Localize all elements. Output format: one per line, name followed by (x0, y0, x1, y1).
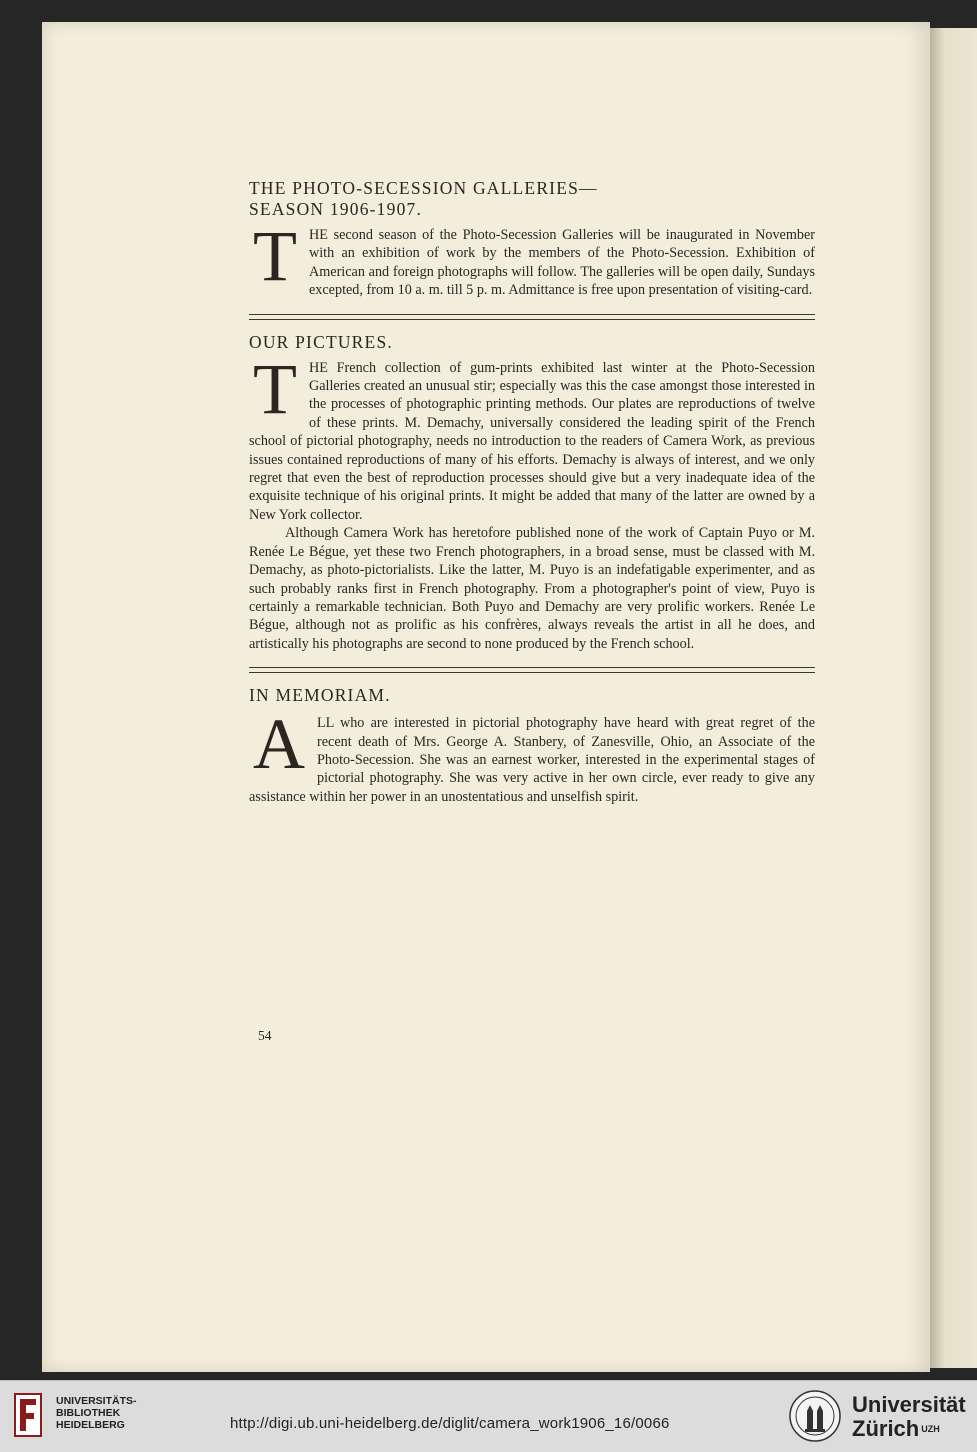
paragraph (249, 216, 815, 300)
university-seal-icon (788, 1389, 842, 1443)
paragraph (249, 704, 815, 806)
heading-line: OUR PICTURES. (249, 331, 393, 352)
paragraph-text: LL who are interested in pictorial photography have heard with great regret of the recent death of Mrs. George A. Stanbery, of Zanesville, Ohio, an Associate of the Photo-Secession. She was an earnest worker, interested in the experimental stages of pictorial photography. She was very active in her own circle, ever ready to give any assistance within her power in an unostentatious and unselfish spirit. (249, 715, 815, 805)
uzh-superscript: UZH (921, 1424, 940, 1434)
library-name-line: HEIDELBERG (56, 1419, 125, 1431)
drop-cap: T (253, 348, 297, 429)
heidelberg-library-logo-icon (14, 1393, 42, 1437)
section-our-pictures (249, 332, 815, 654)
section-heading (249, 685, 815, 706)
permalink-url[interactable]: http://digi.ub.uni-heidelberg.de/diglit/camera_work1906_16/0066 (230, 1415, 670, 1432)
drop-cap: A (253, 704, 305, 785)
page-number: 54 (258, 1028, 272, 1043)
uzh-line2-text: Zürich (852, 1416, 920, 1441)
section-heading (249, 332, 815, 353)
heading-line: IN MEMORIAM. (249, 685, 391, 706)
uzh-line1: Universität (852, 1392, 966, 1417)
library-name-line: BIBLIOTHEK (56, 1407, 121, 1419)
heading-line: SEASON 1906-1907. (249, 199, 423, 219)
library-name (56, 1395, 137, 1431)
uzh-wordmark (852, 1393, 966, 1441)
paragraph-text: HE second season of the Photo-Secession Galleries will be inaugurated in November with an exhibition of work by the members of the Photo-Secession. Exhibition of American and foreign photographs will follow. The galleries will be open daily, Sundays excepted, from 10 a. m. till 5 p. m. Admittance is free upon presentation of visiting-card. (308, 227, 815, 299)
library-name-line: UNIVERSITÄTS- (56, 1395, 137, 1407)
paragraph: Although Camera Work has heretofore published none of the work of Captain Puyo or M. Renée Le Bégue, yet these two French photographers, in a broad sense, must be classed with M. Demachy, as photo-pictorialists. Like the latter, M. Puyo is an indefatigable experimenter, and as such probably ranks first in French photography. From a photographer's point of view, Puyo is certainly a remarkable technician. Both Puyo and Demachy are very prolific workers. Renée Le Bégue, although not as prolific as his confrères, always reveals the artist in all he does, and artistically his photographs are second to none produced by the French school. (249, 525, 815, 652)
paragraph-text: HE French collection of gum-prints exhibited last winter at the Photo-Secession Galleries created an unusual stir; especially was this the case amongst those interested in the processes of photographic printing methods. Our plates are reproductions of twelve of these prints. M. Demachy, universally considered the leading spirit of the French school of pictorial photography, needs no introduction to the readers of Camera Work, as previous issues contained reproductions of many of his efforts. Demachy is always of interest, and we only regret that even the best of reproduction processes should give but a very inadequate idea of the exquisite technique of his original prints. It might be added that many of the latter are owned by a New York collector. (249, 359, 815, 523)
double-rule-divider (249, 314, 815, 320)
page-content (249, 178, 815, 806)
double-rule-divider (249, 667, 815, 673)
section-heading (249, 178, 815, 220)
section-photo-secession-galleries (249, 178, 815, 300)
viewer-footer (0, 1380, 977, 1452)
paragraph (249, 348, 815, 525)
uzh-line2 (852, 1417, 966, 1441)
drop-cap: T (253, 216, 297, 296)
adjacent-page-edge (930, 28, 977, 1368)
heading-line: THE PHOTO-SECESSION GALLERIES— (249, 178, 598, 198)
section-in-memoriam (249, 685, 815, 806)
